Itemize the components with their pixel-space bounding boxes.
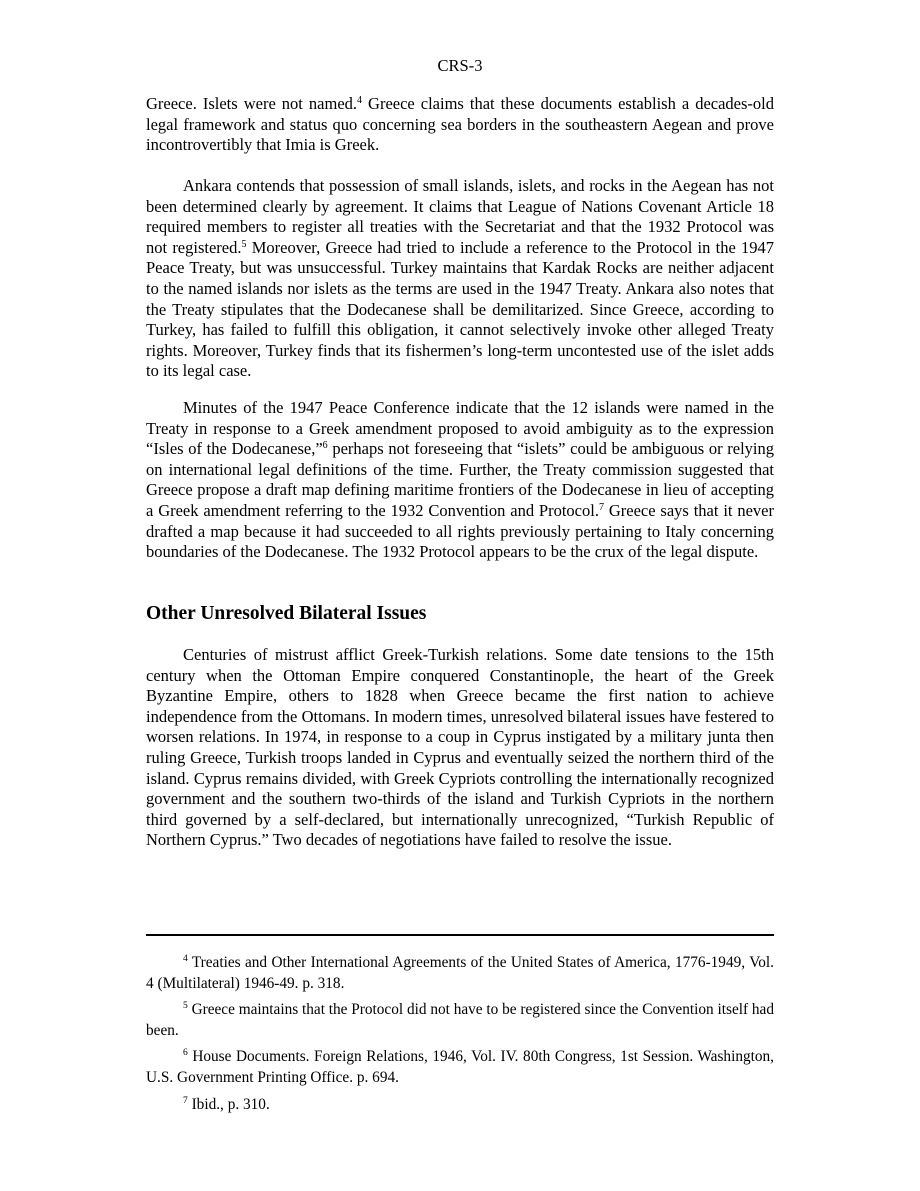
paragraph-3-text-a: Minutes of the 1947 Peace Conference indicate that the 12 islands were named in the Treaty in response to a Greek amendment proposed to avoid ambiguity as to the expression “Isles of the Dodecanese,” [146,398,774,459]
paragraph-1-text-b: Greece claims that these documents establish a decades-old legal framework and status quo concerning sea borders in the southeastern Aegean and prove incontrovertibly that Imia is Greek. [146,94,774,155]
footnote-number: 6 [183,1048,188,1058]
footnote-5 [146,1000,774,1041]
footnote-separator [146,934,774,936]
paragraph-4-text: Centuries of mistrust afflict Greek-Turkish relations. Some date tensions to the 15th century when the Ottoman Empire conquered Constantinople, the heart of the Greek Byzantine Empire, others to 1828 when Greece became the first nation to achieve independence from the Ottomans. In modern times, unresolved bilateral issues have festered to worsen relations. In 1974, in response to a coup in Cyprus instigated by a military junta then ruling Greece, Turkish troops landed in Cyprus and eventually seized the northern third of the island. Cyprus remains divided, with Greek Cypriots controlling the internationally recognized government and the southern two-thirds of the island and Turkish Cypriots in the northern third governed by a self-declared, but internationally unrecognized, “Turkish Republic of Northern Cyprus.” Two decades of negotiations have failed to resolve the issue. [146,645,774,850]
paragraph-2 [146,176,774,382]
footnote-ref-4: 4 [357,95,363,106]
section-heading: Other Unresolved Bilateral Issues [146,603,427,624]
footnote-number: 7 [183,1096,188,1106]
footnote-7 [146,1095,774,1116]
paragraph-1 [146,94,774,156]
paragraph-2-text-b: Moreover, Greece had tried to include a reference to the Protocol in the 1947 Peace Treaty, but was unsuccessful. Turkey maintains that Kardak Rocks are neither adjacent to the named islands nor islets as the terms are used in the 1947 Treaty. Ankara also notes that the Treaty stipulates that the Dodecanese shall be demilitarized. Since Greece, according to Turkey, has failed to fulfill this obligation, it cannot selectively invoke other alleged Treaty rights. Moreover, Turkey finds that its fishermen’s long-term uncontested use of the islet adds to its legal case. [146,237,774,381]
paragraph-3 [146,398,774,563]
footnote-4 [146,953,774,994]
paragraph-3-text-b: perhaps not foreseeing that “islets” could be ambiguous or relying on international legal definitions of the time. Further, the Treaty commission suggested that Greece propose a draft map defining maritime frontiers of the Dodecanese in lieu of accepting a Greek amendment referring to the 1932 Convention and Protocol. [146,439,775,520]
footnote-text: Treaties and Other International Agreements of the United States of America, 1776-1949, Vol. 4 (Multilateral) 1946-49. p. 318. [146,954,774,992]
page-number-header: CRS-3 [437,56,483,75]
footnote-number: 5 [183,1001,188,1011]
paragraph-3-text-c: Greece says that it never drafted a map because it had succeeded to all rights previously pertaining to Italy concerning boundaries of the Dodecanese. The 1932 Protocol appears to be the crux of the legal dispute. [146,500,774,562]
footnote-ref-7: 7 [598,501,604,513]
footnote-text: House Documents. Foreign Relations, 1946, Vol. IV. 80th Congress, 1st Session. Washington, U.S. Government Printing Office. p. 694. [146,1048,774,1086]
footnote-text: Greece maintains that the Protocol did not have to be registered since the Convention itself had been. [146,1001,774,1039]
footnote-text: Ibid., p. 310. [187,1096,270,1113]
footnote-ref-5: 5 [241,238,247,250]
paragraph-2-text-a: Ankara contends that possession of small islands, islets, and rocks in the Aegean has not been determined clearly by agreement. It claims that League of Nations Covenant Article 18 required members to register all treaties with the Secretariat and that the 1932 Protocol was not registered. [146,176,774,257]
footnote-6 [146,1047,774,1088]
footnote-ref-6: 6 [322,440,328,452]
paragraph-1-text-a: Greece. Islets were not named. [146,94,358,113]
paragraph-4 [146,645,774,851]
footnote-number: 4 [183,954,188,964]
